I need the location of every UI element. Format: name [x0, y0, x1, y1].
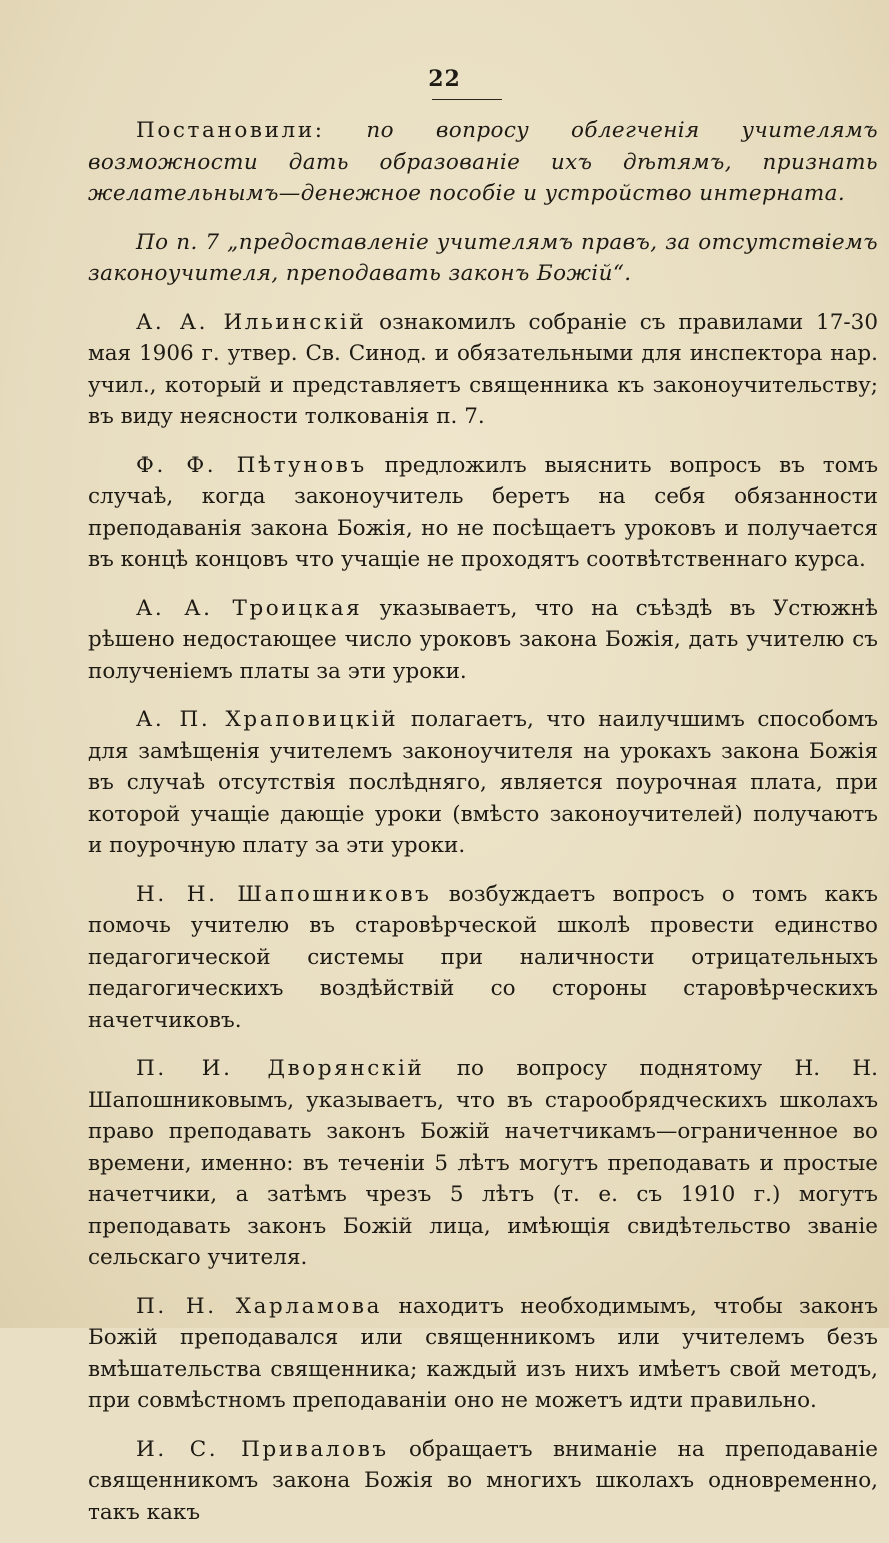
speaker-name: Н. Н. Шапошниковъ	[136, 881, 432, 907]
paragraph-petunov	[88, 450, 878, 576]
paragraph-shaposhnikov	[88, 879, 878, 1037]
paragraph-text: по вопросу поднятому Н. Н. Шапошниковымъ, указываетъ, что въ старообрядческихъ школахъ право преподавать законъ Божій начетчикамъ—ограниченное во времени, именно: въ теченіи 5 лѣтъ могутъ преподавать и простые начетчики, а затѣмъ чрезъ 5 лѣтъ (т. е. съ 1910 г.) могутъ преподавать законъ Божій лица, имѣющія свидѣтельство званіе сельскаго учителя.	[88, 1056, 878, 1270]
speaker-name: Ф. Ф. Пѣтуновъ	[136, 452, 367, 478]
paragraph-dvoryansky	[88, 1053, 878, 1274]
speaker-name: А. А. Троицкая	[136, 595, 363, 621]
paragraph-text: По п. 7 „предоставленіе учителямъ правъ, за отсутствіемъ законоучителя, преподавать законъ Божій“.	[88, 229, 878, 286]
paragraph-kharlamova	[88, 1291, 878, 1417]
paragraph-text: по вопросу облегченія учителямъ возможности дать образованіе ихъ дѣтямъ, признать желательнымъ—денежное пособіе и устройство интерната.	[88, 118, 878, 206]
paragraph-text: предложилъ выяснить вопросъ въ томъ случаѣ, когда законоучитель беретъ на себя обязанности преподаванія закона Божія, но не посѣщаетъ уроковъ и получается въ концѣ концовъ что учащіе не проходятъ соотвѣтственнаго курса.	[88, 452, 878, 572]
page-body	[88, 115, 878, 1543]
paragraph-text: полагаетъ, что наилучшимъ способомъ для замѣщенія учителемъ законоучителя на урокахъ закона Божія въ случаѣ отсутствія послѣдняго, является поурочная плата, при которой учащіе дающіе уроки (вмѣсто законоучителей) получаютъ и поурочную плату за эти уроки.	[88, 707, 878, 858]
paragraph-text: ознакомилъ собраніе съ правилами 17-30 мая 1906 г. утвер. Св. Синод. и обязательными для инспектора нар. учил., который и представляетъ священника къ законоучительству; въ виду неясности толкованія п. 7.	[88, 309, 879, 429]
paragraph-text: указываетъ, что на съѣздѣ въ Устюжнѣ рѣшено недостающее число уроковъ закона Божія, дать учителю съ полученіемъ платы за эти уроки.	[88, 595, 878, 684]
speaker-name: П. И. Дворянскій	[136, 1056, 425, 1081]
page-number-rule	[432, 99, 502, 100]
paragraph-resolution	[88, 115, 878, 210]
speaker-name: А. А. Ильинскій	[136, 309, 367, 335]
speaker-name: И. С. Приваловъ	[136, 1436, 389, 1462]
speaker-name: П. Н. Харламова	[136, 1293, 383, 1319]
paragraph-ilyinsky	[88, 307, 878, 433]
paragraph-text: находитъ необходимымъ, чтобы законъ Божій преподавался или священникомъ или учителемъ безъ вмѣшательства священника; каждый изъ нихъ имѣетъ свой методъ, при совмѣстномъ преподаваніи оно не можетъ идти правильно.	[88, 1293, 878, 1413]
paragraph-text: обращаетъ вниманіе на преподаваніе священникомъ закона Божія во многихъ школахъ одновременно, такъ какъ	[88, 1436, 879, 1525]
paragraph-privalov	[88, 1434, 878, 1529]
paragraph-troitskaya	[88, 593, 878, 688]
paragraph-khrapovitsky	[88, 704, 878, 862]
paragraph-item-7	[88, 227, 878, 290]
paragraph-text: возбуждаетъ вопросъ о томъ какъ помочь учителю въ старовѣрческой школѣ провести единство педагогической системы при наличности отрицательныхъ педагогическихъ воздѣйствій со стороны старовѣрческихъ начетчиковъ.	[88, 881, 878, 1033]
paragraph-lead: Постановили:	[136, 118, 325, 143]
speaker-name: А. П. Храповицкій	[136, 707, 399, 732]
page-number: 22	[428, 66, 461, 92]
